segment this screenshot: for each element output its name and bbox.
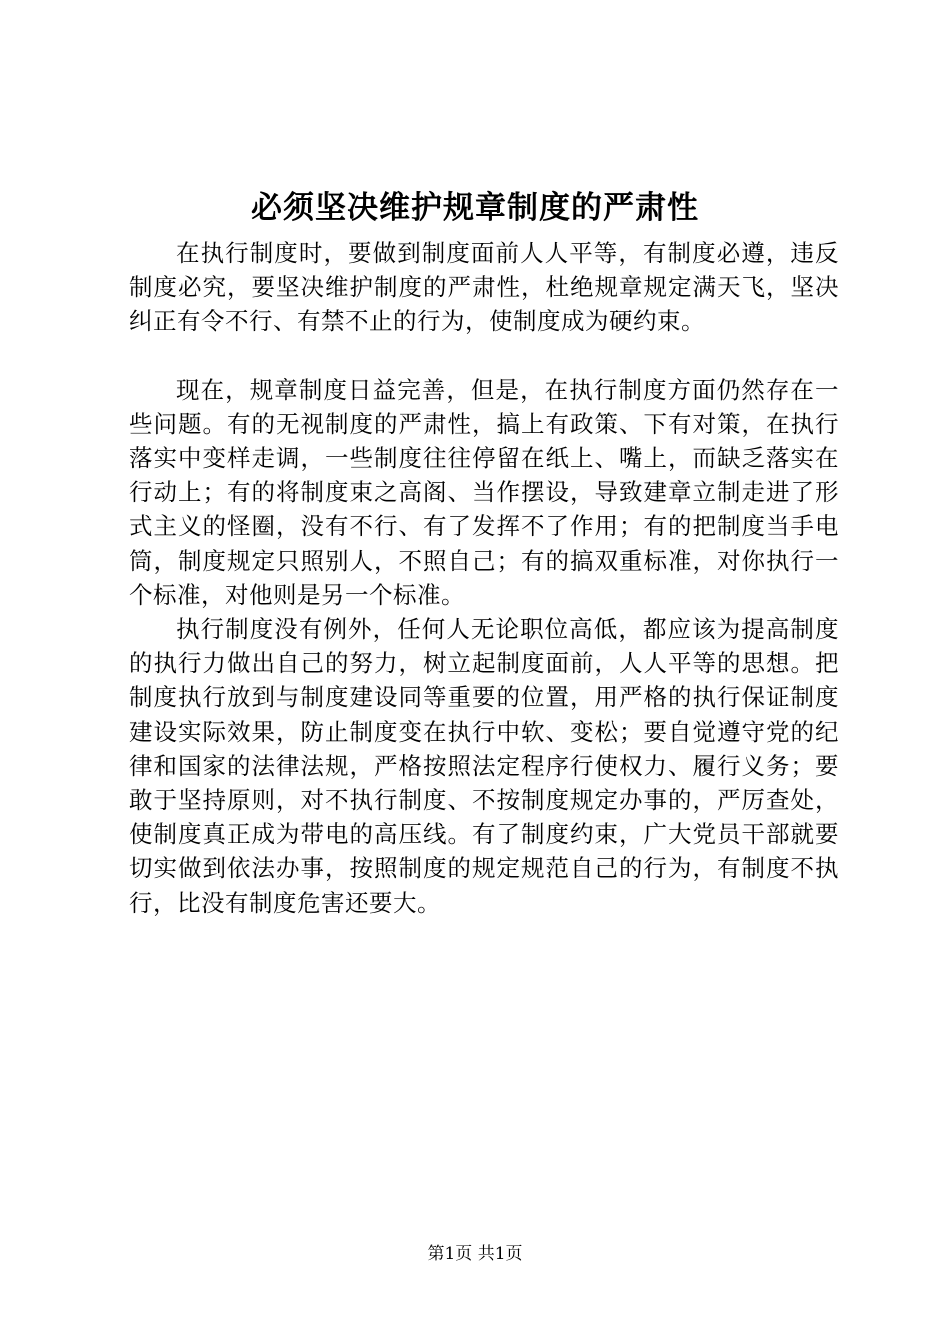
paragraph-2: 现在，规章制度日益完善，但是，在执行制度方面仍然存在一些问题。有的无视制度的严肃性，搞上有政策、下有对策，在执行落实中变样走调，一些制度往往停留在纸上、嘴上，而缺乏落实在行动上；有的将制度束之高阁、当作摆设，导致建章立制走进了形式主义的怪圈，没有不行、有了发挥不了作用；有的把制度当手电筒，制度规定只照别人，不照自己；有的搞双重标准，对你执行一个标准，对他则是另一个标准。 [129,375,839,609]
page-footer: 第1页 共1页 [427,1244,523,1264]
paragraph-1: 在执行制度时，要做到制度面前人人平等，有制度必遵，违反制度必究，要坚决维护制度的严肃性，杜绝规章规定满天飞，坚决纠正有令不行、有禁不止的行为，使制度成为硬约束。 [129,239,839,336]
document-body [129,236,839,920]
paragraph-3: 执行制度没有例外，任何人无论职位高低，都应该为提高制度的执行力做出自己的努力，树立起制度面前，人人平等的思想。把制度执行放到与制度建设同等重要的位置，用严格的执行保证制度建设实际效果，防止制度变在执行中软、变松；要自觉遵守党的纪律和国家的法律法规，严格按照法定程序行使权力、履行义务；要敢于坚持原则，对不执行制度、不按制度规定办事的，严厉查处，使制度真正成为带电的高压线。有了制度约束，广大党员干部就要切实做到依法办事，按照制度的规定规范自己的行为，有制度不执行，比没有制度危害还要大。 [129,615,839,917]
document-title: 必须坚决维护规章制度的严肃性 [251,190,699,226]
